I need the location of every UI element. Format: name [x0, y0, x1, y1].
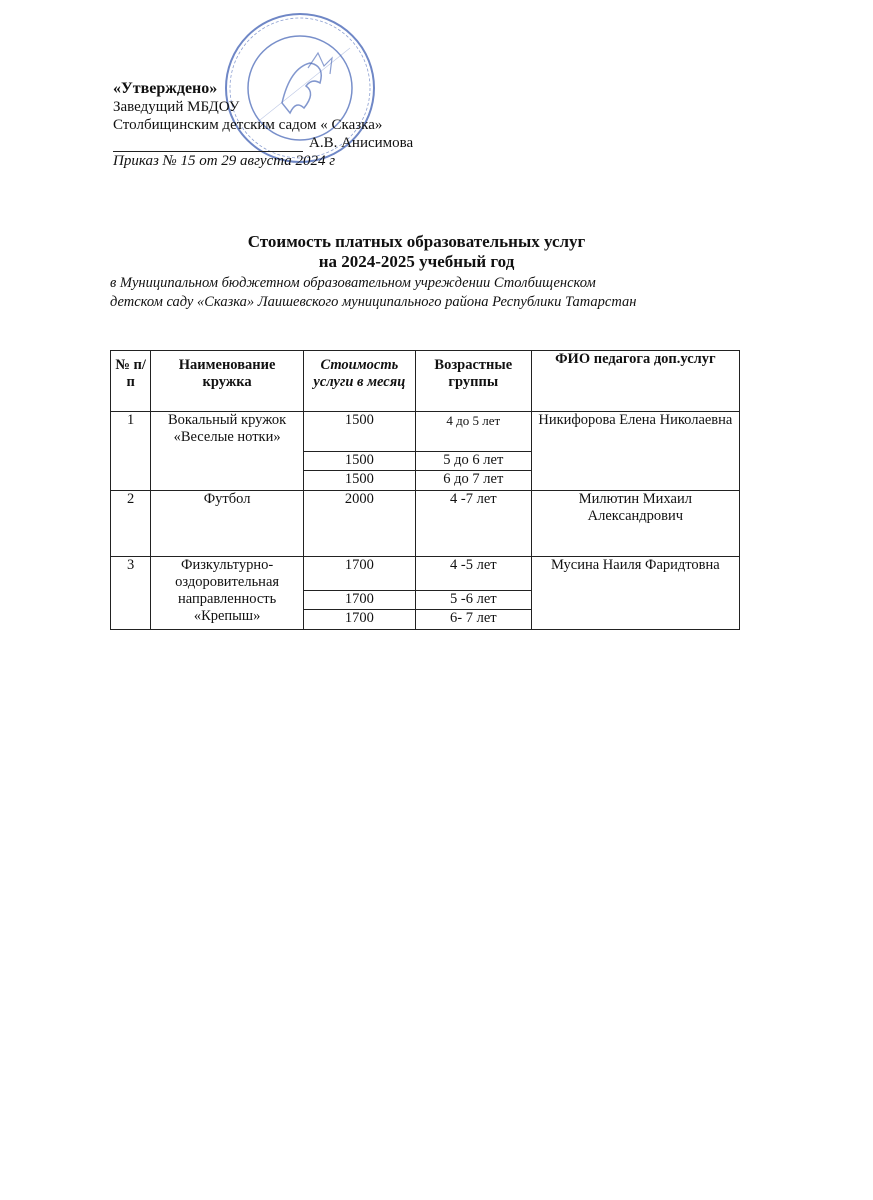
row-number: 1 [111, 412, 151, 491]
header-club-name: Наименование кружка [151, 351, 304, 412]
header-price: Стоимость услуги в месяц [303, 351, 415, 412]
table-row [111, 557, 740, 591]
teacher-name: Мусина Наиля Фаридтовна [531, 557, 739, 630]
approval-block [113, 80, 413, 170]
age-cell: 5 до 6 лет [415, 452, 531, 471]
table-header-row [111, 351, 740, 412]
approval-organization: Столбищинским детским садом « Сказка» [113, 117, 383, 133]
age-cell: 6- 7 лет [415, 610, 531, 630]
price-cell: 1700 [303, 591, 415, 610]
table-row [111, 491, 740, 557]
price-cell: 1500 [303, 471, 415, 491]
age-cell: 5 -6 лет [415, 591, 531, 610]
teacher-name: Милютин Михаил Александрович [531, 491, 739, 557]
approval-signer: А.В. Анисимова [309, 135, 414, 151]
age-cell: 4 -7 лет [415, 491, 531, 557]
header-age-groups: Возрастные группы [415, 351, 531, 412]
price-cell: 1500 [303, 412, 415, 452]
approval-title: «Утверждено» [113, 80, 218, 97]
approval-order: Приказ № 15 от 29 августа 2024 г [113, 153, 336, 169]
subtitle-line-2: детском саду «Сказка» Лаишевского муниципального района Республики Татарстан [110, 294, 637, 310]
document-subtitle [110, 274, 636, 312]
age-cell: 6 до 7 лет [415, 471, 531, 491]
services-table [110, 350, 740, 630]
price-cell: 1500 [303, 452, 415, 471]
age-cell: 4 до 5 лет [415, 412, 531, 452]
club-name: Вокальный кружок «Веселые нотки» [151, 412, 304, 491]
table-row [111, 412, 740, 452]
teacher-name: Никифорова Елена Николаевна [531, 412, 739, 491]
signature-row [113, 134, 413, 152]
price-cell: 2000 [303, 491, 415, 557]
row-number: 3 [111, 557, 151, 630]
header-number: № п/п [111, 351, 151, 412]
signature-line [113, 137, 303, 152]
price-cell: 1700 [303, 557, 415, 591]
approval-position: Заведущий МБДОУ [113, 99, 240, 115]
document-title: Стоимость платных образовательных услуг [247, 232, 586, 251]
row-number: 2 [111, 491, 151, 557]
subtitle-line-1: в Муниципальном бюджетном образовательном учреждении Столбищенском [110, 275, 596, 291]
document-year: на 2024-2025 учебный год [318, 252, 515, 271]
price-cell: 1700 [303, 610, 415, 630]
club-name: Физкультурно-оздоровительная направленность «Крепыш» [151, 557, 304, 630]
age-cell: 4 -5 лет [415, 557, 531, 591]
header-teacher: ФИО педагога доп.услуг [531, 351, 739, 412]
club-name: Футбол [151, 491, 304, 557]
